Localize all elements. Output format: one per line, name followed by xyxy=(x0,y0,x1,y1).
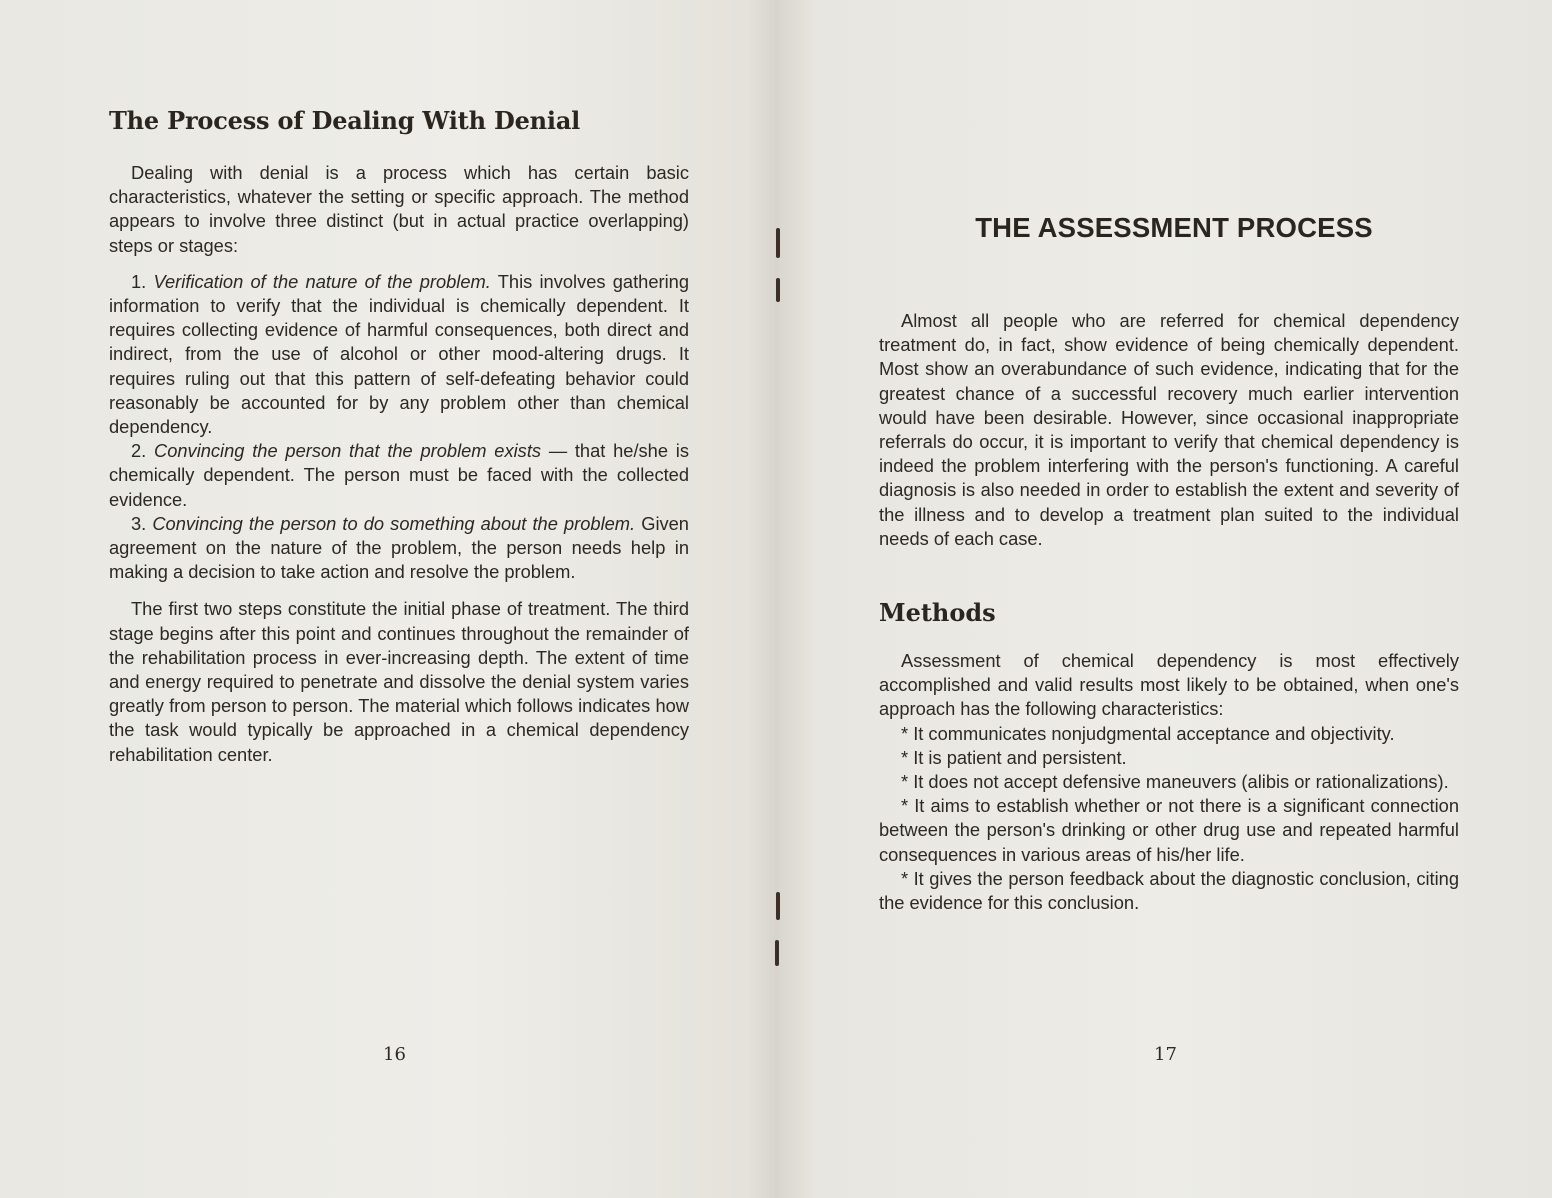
step-1-number: 1. xyxy=(131,270,147,292)
step-1 xyxy=(109,270,689,439)
step-3-number: 3. xyxy=(131,512,147,534)
step-1-body: This involves gathering information to verify that the individual is chemically dependent. It requires collecting evidence of harmful consequences, both direct and indirect, from the use of alcohol or other mood-altering drugs. It requires ruling out that this pattern of self-defeating behavior could reasonably be accounted for by any problem other than chemical dependency. xyxy=(109,270,689,438)
step-2 xyxy=(109,439,689,512)
bullet-item: * It is patient and persistent. xyxy=(901,746,1127,768)
bullet-item: * It aims to establish whether or not there is a significant connection between the person's drinking or other drug use and repeated harmful consequences in various areas of his/her life. xyxy=(879,795,1459,865)
page-number-right: 17 xyxy=(1154,1044,1177,1065)
staple-mark xyxy=(776,228,780,258)
methods-intro: Assessment of chemical dependency is most effectively accomplished and valid results most likely to be obtained, when one's approach has the following characteristics: xyxy=(879,650,1459,720)
right-page-content xyxy=(879,212,1459,915)
step-3-title: Convincing the person to do something about the problem. xyxy=(152,512,636,534)
bullet-item: * It communicates nonjudgmental acceptance and objectivity. xyxy=(901,722,1395,744)
chapter-title: THE ASSESSMENT PROCESS xyxy=(975,212,1373,243)
intro-paragraph: Dealing with denial is a process which has certain basic characteristics, whatever the setting or specific approach. The method appears to involve three distinct (but in actual practice overlapping) steps or stages: xyxy=(109,162,689,256)
step-2-body: — that he/she is chemically dependent. The person must be faced with the collected evidence. xyxy=(109,440,689,510)
staple-mark xyxy=(775,940,779,966)
step-3-body: Given agreement on the nature of the problem, the person needs help in making a decision to take action and resolve the problem. xyxy=(109,512,689,583)
bullet-item: * It gives the person feedback about the diagnostic conclusion, citing the evidence for this conclusion. xyxy=(879,867,1459,914)
step-3 xyxy=(109,512,689,585)
closing-paragraph: The first two steps constitute the initial phase of treatment. The third stage begins after this point and continues throughout the remainder of the rehabilitation process in ever-increasing depth. The extent of time and energy required to penetrate and dissolve the denial system varies greatly from person to person. The material which follows indicates how the task would typically be approached in a chemical dependency rehabilitation center. xyxy=(109,598,689,765)
left-page-content xyxy=(109,106,689,767)
step-2-title: Convincing the person that the problem exists xyxy=(154,440,542,462)
bullet-item: * It does not accept defensive maneuvers (alibis or rationalizations). xyxy=(901,771,1449,793)
staple-mark xyxy=(776,892,780,920)
page-number-left: 16 xyxy=(383,1044,406,1065)
section-heading: The Process of Dealing With Denial xyxy=(109,106,581,135)
step-2-number: 2. xyxy=(131,440,147,462)
staple-mark xyxy=(776,278,780,302)
step-1-title: Verification of the nature of the problem. xyxy=(153,270,491,292)
methods-heading: Methods xyxy=(879,598,996,628)
assessment-intro: Almost all people who are referred for chemical dependency treatment do, in fact, show evidence of being chemically dependent. Most show an overabundance of such evidence, indicating that for the greatest chance of a successful recovery much earlier intervention would have been desirable. However, since occasional inappropriate referrals do occur, it is important to verify that chemical dependency is indeed the problem interfering with the person's functioning. A careful diagnosis is also needed in order to establish the extent and severity of the illness and to develop a treatment plan suited to the individual needs of each case. xyxy=(879,310,1459,549)
right-page xyxy=(778,0,1552,1198)
